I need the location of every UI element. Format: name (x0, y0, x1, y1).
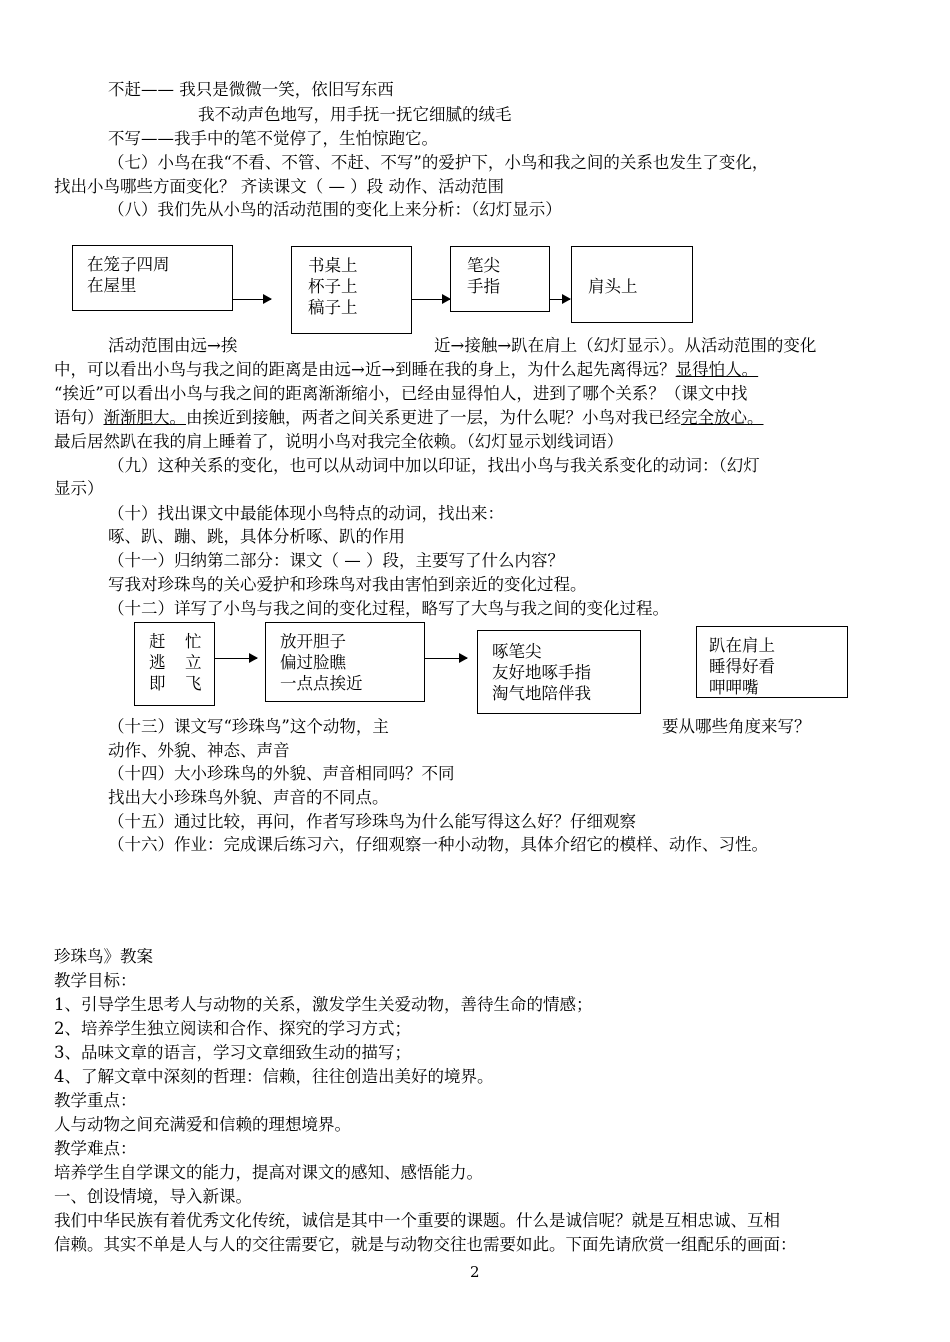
box-line: 稿子上 (308, 298, 358, 317)
text-span: 由挨近到接触，两者之间关系更进了一层，为什么呢？小鸟对我已经 (186, 408, 681, 427)
text-line: 1、引导学生思考人与动物的关系，激发学生关爱动物，善待生命的情感； (54, 995, 593, 1014)
box-line: 睡得好看 (709, 657, 775, 676)
text-line: 要从哪些角度来写？ (662, 717, 811, 736)
box-line: 逃 (149, 653, 166, 672)
box-line: 放开胆子 (280, 632, 346, 651)
text-line: 找出大小珍珠鸟外貌、声音的不同点。 (108, 788, 389, 807)
diagram1-box3 (450, 246, 550, 312)
text-line: （十）找出课文中最能体现小鸟特点的动词，找出来： (108, 504, 504, 523)
underlined-phrase: 渐渐胆大。 (103, 408, 186, 427)
text-line: “挨近”可以看出小鸟与我之间的距离渐渐缩小，已经由显得怕人，进到了哪个关系？（课文中找 (54, 384, 748, 403)
box-line: 友好地啄手指 (492, 663, 591, 682)
text-line: 写我对珍珠鸟的关心爱护和珍珠鸟对我由害怕到亲近的变化过程。 (108, 575, 587, 594)
box-column (185, 631, 202, 694)
text-line: 3、品味文章的语言，学习文章细致生动的描写； (54, 1043, 411, 1062)
text-line: 教学难点： (54, 1139, 137, 1158)
diagram2-box4 (696, 626, 848, 698)
text-line: 近→接触→趴在肩上（幻灯显示）。从活动范围的变化 (434, 336, 817, 355)
diagram2-box2 (265, 622, 425, 702)
box-line: 立 (185, 653, 202, 672)
text-line: 信赖。其实不单是人与人的交往需要它，就是与动物交往也需要如此。下面先请欣赏一组配乐的画面： (54, 1235, 797, 1254)
box-line: 偏过脸瞧 (280, 653, 346, 672)
text-line: 最后居然趴在我的肩上睡着了，说明小鸟对我完全依赖。（幻灯显示划线词语） (54, 432, 624, 451)
box-line: 淘气地陪伴我 (492, 684, 591, 703)
arrow (233, 299, 271, 300)
arrow (412, 299, 450, 300)
text-line (54, 408, 764, 428)
text-line: （九）这种关系的变化，也可以从动词中加以印证，找出小鸟与我关系变化的动词：（幻灯 (108, 456, 760, 475)
text-line: 教学重点： (54, 1091, 137, 1110)
text-line: 教学目标： (54, 971, 137, 990)
text-line: （十二）详写了小鸟与我之间的变化过程，略写了大鸟与我之间的变化过程。 (108, 599, 669, 618)
box-line: 啄笔尖 (492, 642, 542, 661)
diagram1-box1 (72, 245, 233, 311)
text-line: 显示） (54, 479, 104, 498)
text-line: 4、了解文章中深刻的哲理：信赖，往往创造出美好的境界。 (54, 1067, 494, 1086)
box-line: 在屋里 (87, 276, 137, 295)
box-line: 趴在肩上 (709, 636, 775, 655)
text-line: 找出小鸟哪些方面变化？ 齐读课文（ — ）段 动作、活动范围 (54, 177, 504, 196)
text-line: （七）小鸟在我“不看、不管、不赶、不写”的爱护下，小鸟和我之间的关系也发生了变化， (108, 153, 769, 172)
text-line: 2、培养学生独立阅读和合作、探究的学习方式； (54, 1019, 411, 1038)
text-line: 活动范围由远→挨 (108, 336, 238, 355)
box-line: 笔尖 (467, 256, 500, 275)
diagram1-box4 (571, 246, 693, 323)
arrow (425, 658, 467, 659)
arrow (215, 658, 257, 659)
text-line: 培养学生自学课文的能力，提高对课文的感知、感悟能力。 (54, 1163, 483, 1182)
box-line: 在笼子四周 (87, 255, 170, 274)
diagram2-box3 (477, 630, 641, 714)
text-line: 人与动物之间充满爱和信赖的理想境界。 (54, 1115, 351, 1134)
page-number: 2 (470, 1263, 480, 1281)
text-line: （十三）课文写“珍珠鸟”这个动物，主 (108, 717, 389, 736)
box-line: 肩头上 (588, 277, 638, 296)
box-line: 即 (149, 674, 166, 693)
box-line: 赶 (149, 632, 166, 651)
box-line: 一点点挨近 (280, 674, 363, 693)
text-line: 珍珠鸟》教案 (54, 947, 153, 966)
text-line: 我不动声色地写，用手抚一抚它细腻的绒毛 (198, 105, 512, 124)
text-line: （十五）通过比较，再问，作者写珍珠鸟为什么能写得这么好？仔细观察 (108, 812, 636, 831)
text-span: 语句） (54, 408, 104, 427)
underlined-phrase: 完全放心。 (681, 408, 764, 427)
box-line: 呷呷嘴 (709, 678, 759, 697)
text-line: （十六）作业：完成课后练习六，仔细观察一种小动物，具体介绍它的模样、动作、习性。 (108, 835, 768, 854)
underlined-phrase: 显得怕人。 (675, 360, 759, 379)
box-line: 手指 (467, 277, 500, 296)
text-line: 不赶—— 我只是微微一笑，依旧写东西 (108, 80, 394, 99)
arrow (550, 299, 570, 300)
box-line: 杯子上 (308, 277, 358, 296)
box-column (149, 631, 166, 694)
text-line: （八）我们先从小鸟的活动范围的变化上来分析：（幻灯显示） (108, 200, 562, 219)
text-span: 中，可以看出小鸟与我之间的距离是由远→近→到睡在我的身上，为什么起先离得远？ (54, 360, 676, 379)
text-line: 我们中华民族有着优秀文化传统，诚信是其中一个重要的课题。什么是诚信呢？就是互相忠诚、互相 (54, 1211, 780, 1230)
diagram2-box1 (134, 622, 215, 706)
text-line: 一、创设情境，导入新课。 (54, 1187, 252, 1206)
box-line: 忙 (185, 632, 202, 651)
text-line: 不写——我手中的笔不觉停了，生怕惊跑它。 (108, 129, 438, 148)
text-line: 啄、趴、蹦、跳，具体分析啄、趴的作用 (108, 527, 405, 546)
text-line: 动作、外貌、神态、声音 (108, 741, 290, 760)
box-line: 飞 (185, 674, 202, 693)
box-line: 书桌上 (308, 256, 358, 275)
text-line (54, 360, 758, 380)
diagram1-box2 (291, 246, 412, 334)
text-line: （十一）归纳第二部分：课文（ — ）段，主要写了什么内容？ (108, 551, 564, 570)
text-line: （十四）大小珍珠鸟的外貌、声音相同吗？不同 (108, 764, 455, 783)
